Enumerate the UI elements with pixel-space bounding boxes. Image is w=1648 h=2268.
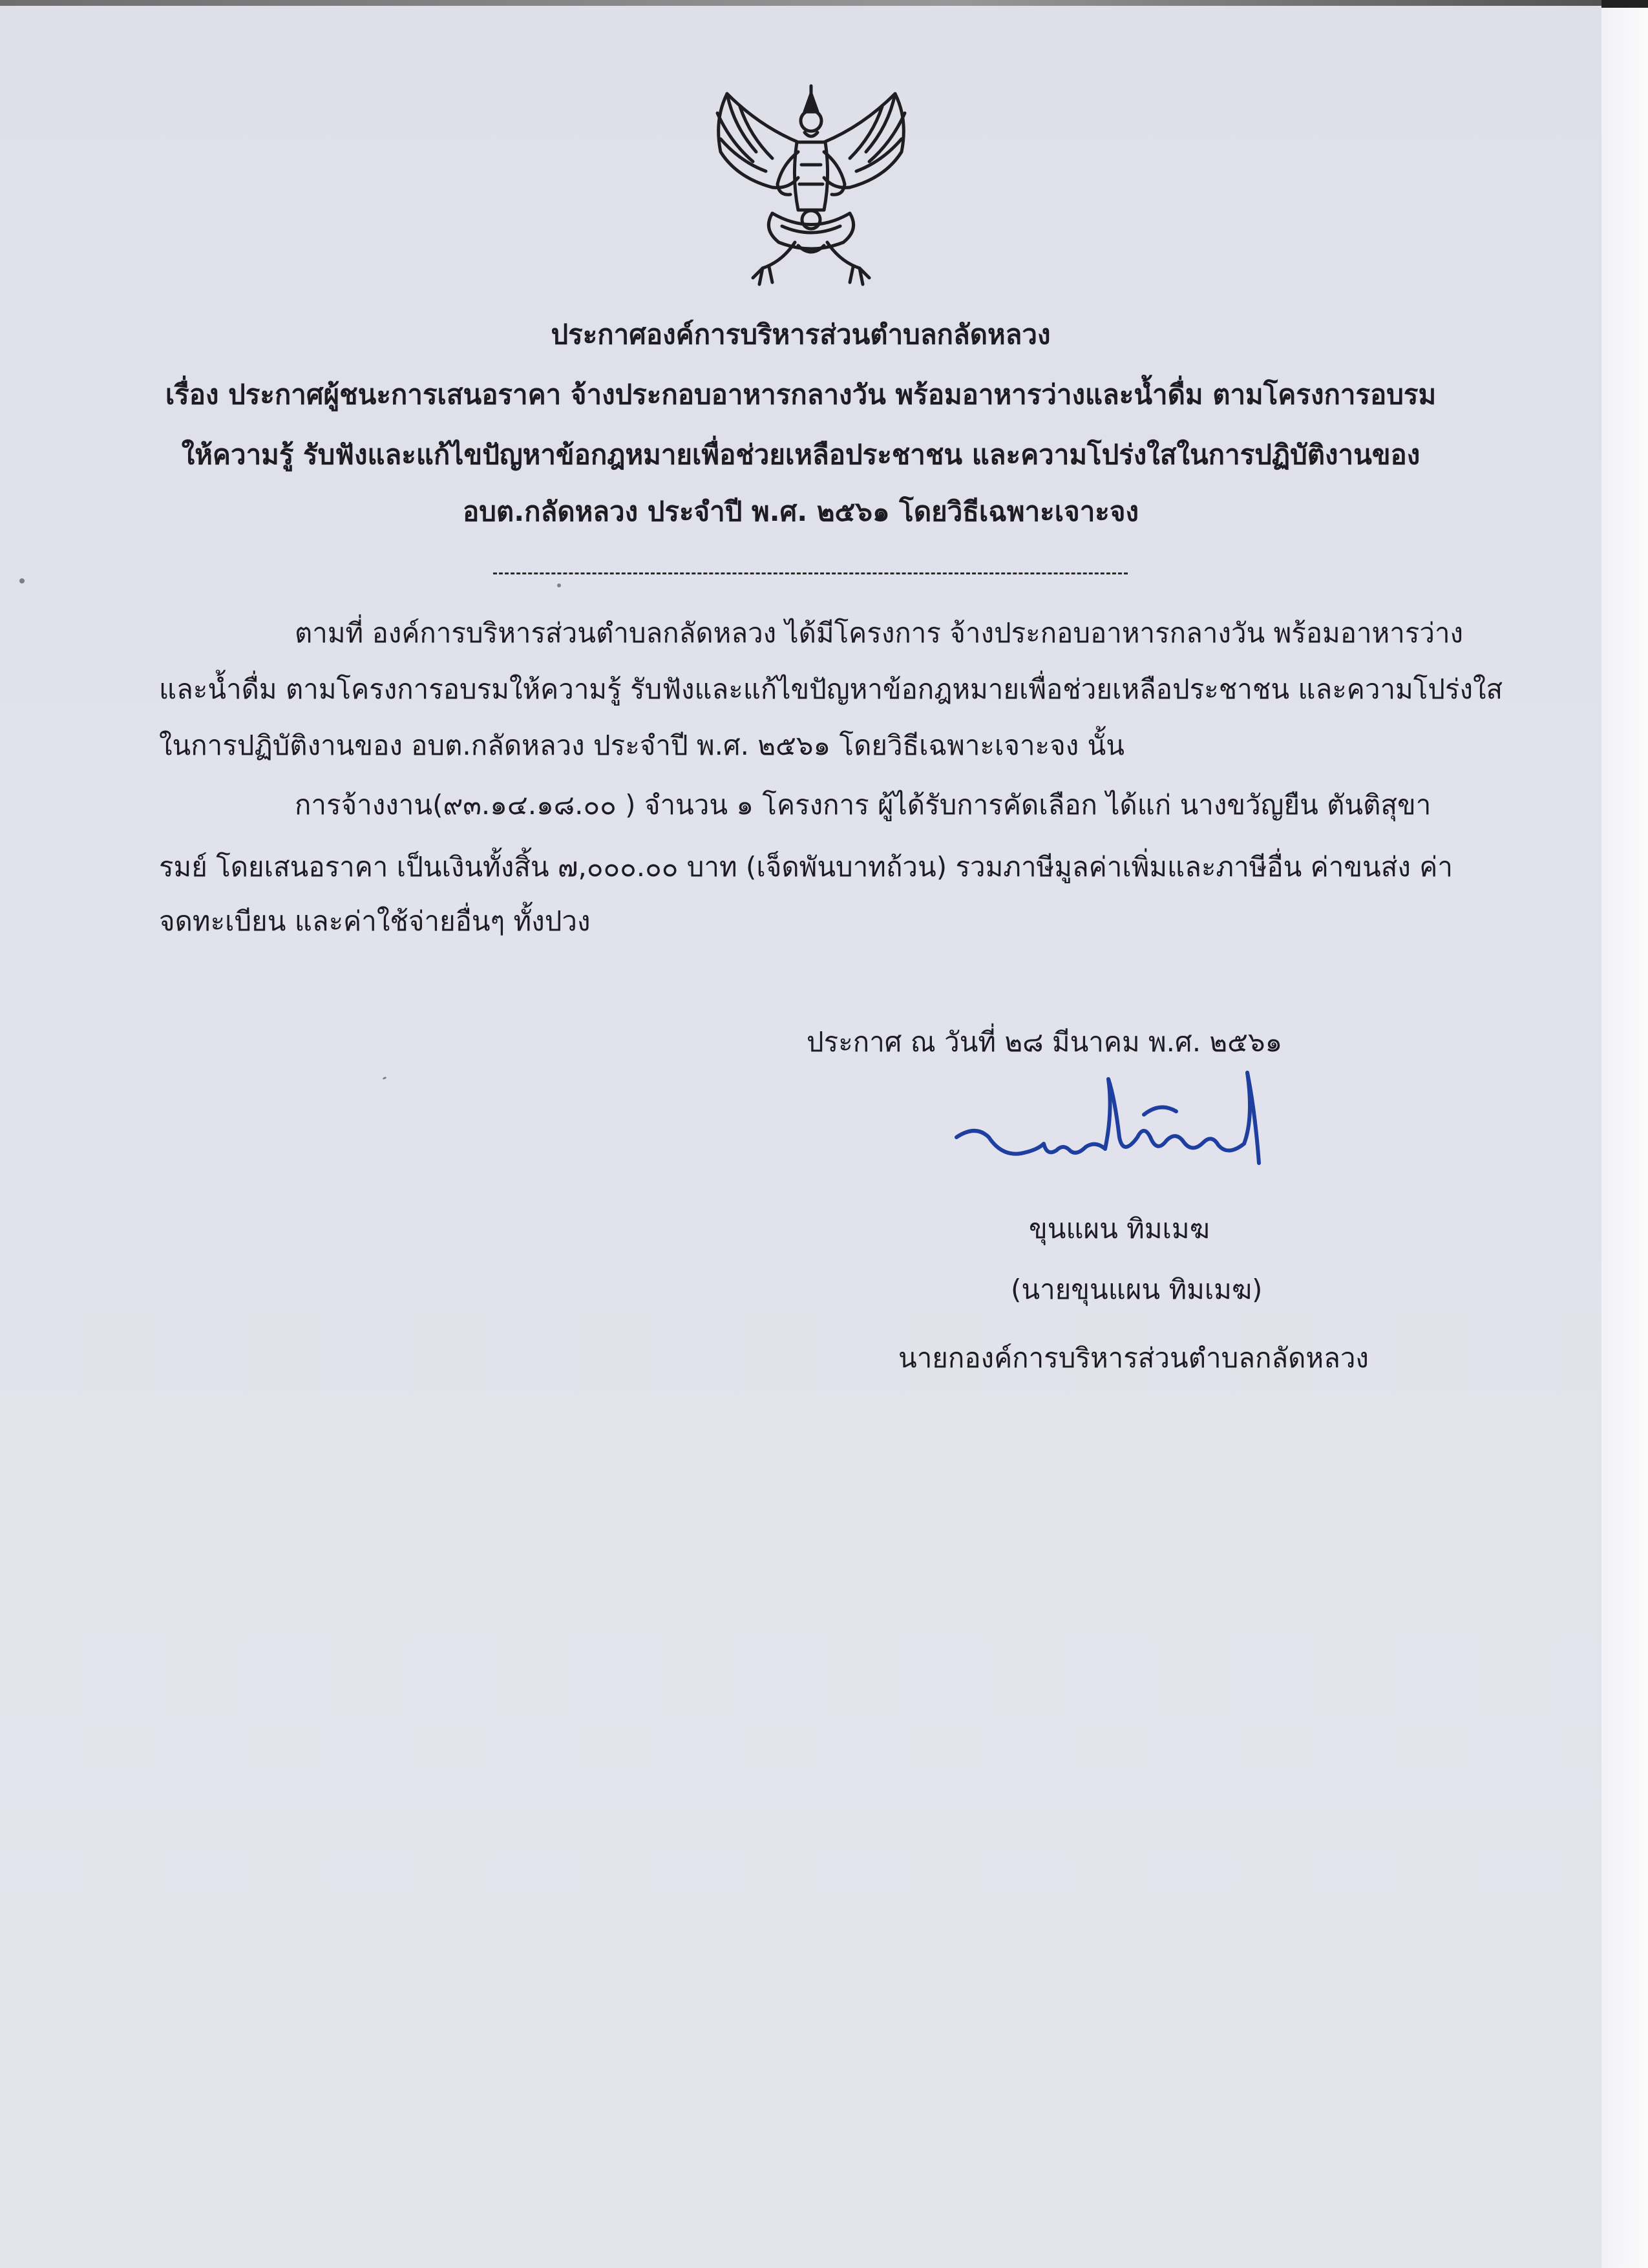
- paragraph-line: ตามที่ องค์การบริหารส่วนตำบลกลัดหลวง ได้มีโครงการ จ้างประกอบอาหารกลางวัน พร้อมอาหารว่าง: [295, 617, 1464, 649]
- paragraph-line: ในการปฏิบัติงานของ อบต.กลัดหลวง ประจำปี พ.ศ. ๒๕๖๑ โดยวิธีเฉพาะเจาะจง นั้น: [159, 730, 1125, 761]
- signer-full-name: (นายขุนแผน ทิมเมฆ): [1011, 1274, 1263, 1305]
- scan-top-edge: [0, 0, 1601, 6]
- subject-line: ให้ความรู้ รับฟังและแก้ไขปัญหาข้อกฎหมายเพื่อช่วยเหลือประชาชน และความโปร่งใสในการปฏิบัติงานของ: [181, 439, 1421, 470]
- scan-margin: [1601, 0, 1648, 2268]
- scan-speck: [19, 578, 25, 583]
- divider-line: [493, 572, 1128, 574]
- scan-corner: [1601, 0, 1648, 8]
- subject-line: อบต.กลัดหลวง ประจำปี พ.ศ. ๒๕๖๑ โดยวิธีเฉพาะเจาะจง: [463, 496, 1139, 527]
- thai-garuda-emblem-icon: [701, 81, 921, 294]
- signer-name: ขุนแผน ทิมเมฆ: [1029, 1213, 1210, 1244]
- paragraph-line: และน้ำดื่ม ตามโครงการอบรมให้ความรู้ รับฟังและแก้ไขปัญหาข้อกฎหมายเพื่อช่วยเหลือประชาชน และความโปร่งใส: [159, 673, 1503, 705]
- scan-speck: [557, 583, 561, 587]
- paragraph-line: การจ้างงาน(๙๓.๑๔.๑๘.๐๐ ) จำนวน ๑ โครงการ ผู้ได้รับการคัดเลือก ได้แก่ นางขวัญยืน ตันติสุขา: [295, 789, 1431, 821]
- announcement-title: ประกาศองค์การบริหารส่วนตำบลกลัดหลวง: [551, 319, 1051, 350]
- subject-line: เรื่อง ประกาศผู้ชนะการเสนอราคา จ้างประกอบอาหารกลางวัน พร้อมอาหารว่างและน้ำดื่ม ตามโครงการอบรม: [165, 379, 1437, 410]
- scan-speck: [383, 1076, 387, 1080]
- paragraph-line: รมย์ โดยเสนอราคา เป็นเงินทั้งสิ้น ๗,๐๐๐.๐๐ บาท (เจ็ดพันบาทถ้วน) รวมภาษีมูลค่าเพิ่มและภาษีอื่น ค่าขนส่ง ค่า: [159, 851, 1453, 883]
- signer-position: นายกองค์การบริหารส่วนตำบลกลัดหลวง: [898, 1342, 1369, 1374]
- paragraph-line: จดทะเบียน และค่าใช้จ่ายอื่นๆ ทั้งปวง: [159, 905, 591, 937]
- handwritten-signature-icon: [950, 1060, 1286, 1202]
- announcement-date: ประกาศ ณ วันที่ ๒๘ มีนาคม พ.ศ. ๒๕๖๑: [807, 1026, 1283, 1058]
